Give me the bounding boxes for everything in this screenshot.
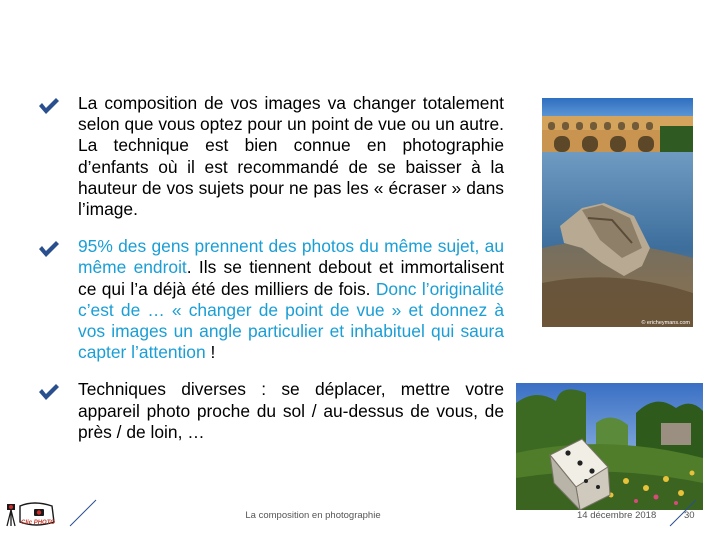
bullet-text xyxy=(78,379,504,443)
check-icon xyxy=(38,97,60,115)
body-text: Techniques diverses : se déplacer, mettre votre appareil photo proche du sol / au-dessus de vous, de près / de loin, … xyxy=(78,379,504,442)
page-number: 30 xyxy=(684,510,695,521)
logo-text: Clic PHOTO xyxy=(21,520,55,526)
bullet-text xyxy=(78,236,504,363)
bullet-item xyxy=(38,379,504,443)
body-text: ! xyxy=(205,342,216,363)
body-text: La composition de vos images va changer totalement selon que vous optez pour un point de vue ou un autre. La technique est bien connue en photographie d’enfants où il est recommandé de se baisser à la hauteur de vos sujets pour ne pas les « écraser » dans l’image. xyxy=(78,93,504,220)
check-icon xyxy=(38,240,60,258)
bullet-item xyxy=(38,236,504,363)
photo-credit: © ericheymans.com xyxy=(641,320,690,326)
bullet-text xyxy=(78,93,504,220)
bullet-list xyxy=(38,93,504,459)
bullet-item xyxy=(38,93,504,220)
highlighted-text: Donc l’originalité c’est de … « changer de point de vue » et donnez à vos images un angle particulier et inhabituel qui saura capter l’attention xyxy=(78,278,505,363)
bridge-driftwood-photo xyxy=(542,98,693,327)
club-photo-logo xyxy=(4,498,60,530)
highlighted-text: 95% des gens prennent des photos du même sujet, au même endroit xyxy=(78,236,504,278)
check-icon xyxy=(38,383,60,401)
body-text: . Ils se tiennent debout et immortalisent ce qui l’a déjà été des milliers de fois. xyxy=(78,257,505,299)
footer-date: 14 décembre 2018 xyxy=(577,510,657,521)
dice-garden-photo xyxy=(516,383,703,510)
footer-divider-left xyxy=(68,498,98,528)
footer-title: La composition en photographie xyxy=(245,510,381,521)
